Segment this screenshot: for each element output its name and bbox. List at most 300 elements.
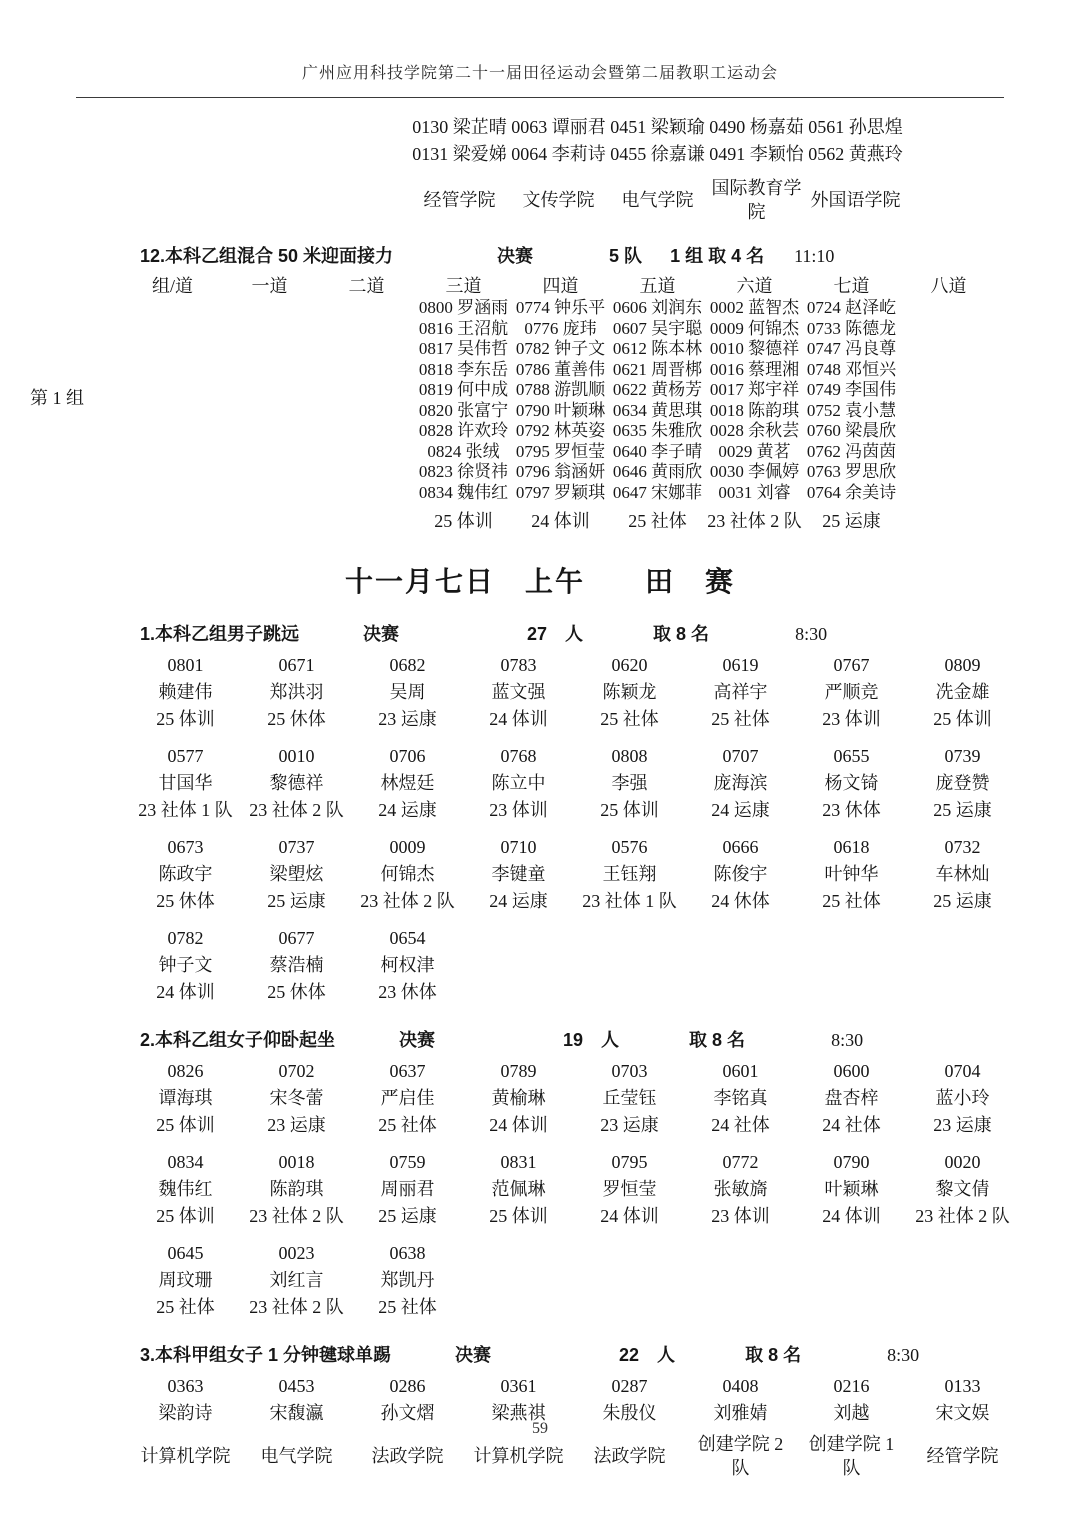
- athlete-name-cell: 宋文娱: [935, 1403, 990, 1423]
- athlete-name-cell: 蓝小玲: [935, 1088, 990, 1108]
- athlete-cell: 0818 李东岳: [418, 359, 509, 379]
- bib-number-cell: 0133: [944, 1376, 981, 1396]
- athlete-cell: 0760 梁晨欣: [806, 421, 897, 440]
- team-label: 23 休体: [822, 800, 881, 820]
- athlete-name-cell: 王钰翔: [602, 864, 657, 884]
- bib-number-cell: 0682: [389, 655, 426, 675]
- team-label: 经管学院: [926, 1446, 999, 1466]
- page-number: 59: [532, 1420, 548, 1437]
- relay-team-row: [124, 508, 1080, 534]
- team-label: 创建学院 2 队: [697, 1434, 784, 1478]
- relay-teams-count: 5 队: [609, 246, 643, 266]
- team-cell: [574, 706, 685, 733]
- bib-number-cell: 0361: [500, 1376, 537, 1396]
- team-cell: [130, 979, 241, 1006]
- bib-number-cell: 0638: [389, 1243, 426, 1263]
- athlete-cell: 0763 罗思欣: [806, 462, 897, 481]
- team-row: [130, 1294, 1080, 1321]
- athlete-name-cell: 黎德祥: [269, 773, 324, 793]
- athlete-name-cell: 郑洪羽: [269, 682, 324, 702]
- team-label: 24 体训: [489, 709, 548, 729]
- athlete-cell: 0790 叶颖琳: [515, 400, 606, 420]
- team-cell: [907, 797, 1018, 824]
- team-label: 23 运康: [933, 1115, 992, 1135]
- athlete-cell: [221, 339, 318, 360]
- carryover-rows: [0, 114, 1080, 228]
- athlete-cell: [900, 319, 997, 340]
- team-label: 25 社体: [822, 891, 881, 911]
- athlete-cell: [318, 339, 415, 360]
- athlete-name-cell: 梁燕祺: [491, 1403, 546, 1423]
- athlete-cell: [318, 401, 415, 422]
- athlete-cell: [318, 360, 415, 381]
- athlete-cell: 0490 杨嘉茹: [709, 117, 804, 137]
- team-label: 25 休体: [156, 891, 215, 911]
- events-list: [0, 622, 1080, 1485]
- athlete-name-cell: 梁韵诗: [158, 1403, 213, 1423]
- bib-number-cell: 0737: [278, 837, 315, 857]
- team-cell: [900, 508, 997, 534]
- bib-number-cell: 0408: [722, 1376, 759, 1396]
- bib-number-cell: [463, 1240, 574, 1267]
- event-header: [140, 1028, 1080, 1052]
- team-cell: [241, 1203, 352, 1230]
- athlete-cell: 0010 黎德祥: [709, 339, 800, 358]
- athlete-cell: 0018 陈韵琪: [709, 400, 800, 420]
- relay-athlete-row: [124, 339, 1080, 360]
- bib-number-cell: 0619: [722, 655, 759, 675]
- athlete-cell: 0774 钟乐平: [515, 298, 606, 317]
- team-label: 23 体训: [489, 800, 548, 820]
- athlete-name-cell: 赖建伟: [158, 682, 213, 702]
- athlete-cell: 0634 黄思琪: [612, 400, 703, 420]
- bib-number-cell: 0782: [167, 928, 204, 948]
- athlete-cell: [124, 462, 221, 483]
- team-label: 25 体训: [156, 709, 215, 729]
- team-label: 创建学院 1 队: [808, 1434, 895, 1478]
- lane-header-cell: 三道: [445, 276, 482, 296]
- athlete-name-cell: 严启佳: [380, 1088, 435, 1108]
- athlete-cell: 0776 庞玮: [524, 318, 597, 338]
- team-label: 25 体训: [156, 1115, 215, 1135]
- bib-number-cell: 0600: [833, 1061, 870, 1081]
- athlete-name-cell: 陈政宇: [158, 864, 213, 884]
- bib-number-cell: 0732: [944, 837, 981, 857]
- relay-event-title: 12.本科乙组混合 50 米迎面接力: [140, 246, 394, 266]
- bib-number-cell: 0620: [611, 655, 648, 675]
- event-section: [0, 1343, 1080, 1485]
- athlete-cell: 0064 李莉诗: [511, 144, 606, 164]
- athlete-cell: [900, 298, 997, 319]
- team-cell: [241, 1112, 352, 1139]
- athlete-name-cell: 张敏旖: [713, 1179, 768, 1199]
- athlete-name-cell: 李铭真: [713, 1088, 768, 1108]
- athlete-name-cell: [907, 1267, 1018, 1294]
- athlete-name-cell: 甘国华: [158, 773, 213, 793]
- bib-number-cell: 0577: [167, 746, 204, 766]
- team-cell: [907, 888, 1018, 915]
- team-row: [130, 979, 1080, 1006]
- athlete-name-cell: [685, 952, 796, 979]
- bib-number-cell: 0808: [611, 746, 648, 766]
- team-cell: [685, 1203, 796, 1230]
- athlete-cell: 0834 魏伟红: [418, 482, 509, 502]
- bib-number-cell: 0703: [611, 1061, 648, 1081]
- athlete-cell: [318, 462, 415, 483]
- team-label: 25 运康: [378, 1206, 437, 1226]
- relay-event-header: [140, 244, 1080, 268]
- athlete-name-cell: 黄榆琳: [491, 1088, 546, 1108]
- team-row: [130, 1112, 1080, 1139]
- athlete-cell: 0607 吴宇聪: [612, 318, 703, 338]
- team-cell: [124, 508, 221, 534]
- athlete-cell: [221, 462, 318, 483]
- athlete-name-cell: 李键童: [491, 864, 546, 884]
- athlete-name-cell: [574, 1267, 685, 1294]
- relay-athlete-row: [124, 483, 1080, 504]
- athlete-name-cell: 严顺竞: [824, 682, 879, 702]
- carryover-athlete-row: [410, 114, 1080, 141]
- athlete-cell: 0028 余秋芸: [709, 421, 800, 440]
- athlete-name-cell: [907, 952, 1018, 979]
- athlete-name-row: [130, 679, 1080, 706]
- athlete-name-cell: 罗恒莹: [602, 1179, 657, 1199]
- athlete-cell: 0797 罗颖琪: [515, 482, 606, 502]
- athlete-cell: 0621 周晋梆: [612, 359, 703, 379]
- team-cell: [907, 1294, 1018, 1321]
- team-cell: [130, 1112, 241, 1139]
- bib-number-cell: 0010: [278, 746, 315, 766]
- team-label: 24 运康: [378, 800, 437, 820]
- event-time: 8:30: [795, 624, 828, 644]
- relay-athlete-row: [124, 319, 1080, 340]
- bib-number-row: [130, 834, 1080, 861]
- athlete-name-cell: 范佩琳: [491, 1179, 546, 1199]
- team-cell: [574, 1203, 685, 1230]
- athlete-cell: [318, 380, 415, 401]
- athlete-cell: 0724 赵泽屹: [806, 298, 897, 317]
- bib-number-cell: 0759: [389, 1152, 426, 1172]
- bib-number-row: [130, 1058, 1080, 1085]
- athlete-name-row: [130, 861, 1080, 888]
- athlete-cell: [221, 298, 318, 319]
- team-label: 25 运康: [933, 800, 992, 820]
- team-label: 25 体训: [489, 1206, 548, 1226]
- team-cell: [352, 1203, 463, 1230]
- athlete-cell: [318, 442, 415, 463]
- team-cell: [463, 1294, 574, 1321]
- athlete-cell: [124, 319, 221, 340]
- team-label: 法政学院: [371, 1446, 444, 1466]
- athlete-name-row: [130, 1176, 1080, 1203]
- athlete-name-cell: 庞登赞: [935, 773, 990, 793]
- relay-athlete-row: [124, 442, 1080, 463]
- team-cell: [796, 706, 907, 733]
- athlete-cell: 0782 钟子文: [515, 339, 606, 358]
- team-label: 计算机学院: [140, 1446, 231, 1466]
- athlete-name-cell: 车林灿: [935, 864, 990, 884]
- athlete-name-cell: 周丽君: [380, 1179, 435, 1199]
- bib-number-cell: 0809: [944, 655, 981, 675]
- athlete-cell: [900, 360, 997, 381]
- team-label: 25 社体: [156, 1297, 215, 1317]
- bib-number-row: [130, 925, 1080, 952]
- athlete-cell: 0491 李颖怡: [709, 144, 804, 164]
- event-take: 取 8 名: [653, 624, 710, 644]
- athlete-cell: 0733 陈德龙: [806, 318, 897, 338]
- athlete-cell: 0002 蓝智杰: [709, 298, 800, 317]
- team-label: 25 体训: [933, 709, 992, 729]
- team-cell: [685, 979, 796, 1006]
- event-round: 决赛: [399, 1030, 436, 1050]
- athlete-cell: 0796 翁涵妍: [515, 462, 606, 481]
- bib-number-cell: 0789: [500, 1061, 537, 1081]
- team-label: 24 运康: [489, 891, 548, 911]
- bib-number-cell: 0706: [389, 746, 426, 766]
- team-label: 23 社体 2 队: [249, 800, 344, 820]
- bib-number-cell: 0654: [389, 928, 426, 948]
- lane-header-cell: 一道: [251, 276, 288, 296]
- bib-number-cell: 0666: [722, 837, 759, 857]
- athlete-cell: 0606 刘润东: [612, 298, 703, 317]
- team-label: 23 社体 1 队: [138, 800, 233, 820]
- athlete-name-cell: 吴周: [389, 682, 426, 702]
- bib-number-cell: 0576: [611, 837, 648, 857]
- athlete-name-row: [130, 952, 1080, 979]
- athlete-cell: 0748 邓恒兴: [806, 359, 897, 379]
- event-count: 22 人: [619, 1345, 676, 1365]
- relay-round: 决赛: [497, 246, 534, 266]
- team-cell: [685, 797, 796, 824]
- team-label: 23 体训: [822, 709, 881, 729]
- lane-header-cell: 五道: [639, 276, 676, 296]
- event-group: [0, 1240, 1080, 1321]
- team-label: 23 运康: [378, 709, 437, 729]
- lane-header-cell: 四道: [542, 276, 579, 296]
- event-take: 取 8 名: [745, 1345, 802, 1365]
- team-label: 计算机学院: [473, 1446, 564, 1466]
- athlete-cell: 0561 孙思煌: [808, 117, 903, 137]
- team-cell: [574, 797, 685, 824]
- athlete-name-cell: [574, 952, 685, 979]
- team-label: 25 休体: [267, 709, 326, 729]
- athlete-cell: 0635 朱雅欣: [612, 421, 703, 440]
- athlete-cell: 0816 王沼航: [418, 318, 509, 338]
- athlete-name-cell: 陈韵琪: [269, 1179, 324, 1199]
- bib-number-cell: 0671: [278, 655, 315, 675]
- athlete-cell: [221, 483, 318, 504]
- athlete-cell: 0749 李国伟: [806, 380, 897, 399]
- athlete-cell: [124, 442, 221, 463]
- relay-athlete-row: [124, 380, 1080, 401]
- athlete-cell: [221, 319, 318, 340]
- bib-number-cell: 0645: [167, 1243, 204, 1263]
- event-title: 2.本科乙组女子仰卧起坐: [140, 1030, 336, 1050]
- athlete-name-cell: 刘红言: [269, 1270, 324, 1290]
- relay-body: [0, 298, 1080, 534]
- athlete-cell: 0451 梁颖瑜: [610, 117, 705, 137]
- athlete-name-cell: [796, 1267, 907, 1294]
- athlete-name-cell: 宋冬蕾: [269, 1088, 324, 1108]
- athlete-name-cell: 冼金雄: [935, 682, 990, 702]
- athlete-cell: 0823 徐贤祎: [418, 462, 509, 481]
- team-cell: [907, 979, 1018, 1006]
- team-cell: [685, 706, 796, 733]
- event-header: [140, 622, 1080, 646]
- team-cell: [796, 797, 907, 824]
- lane-header-cell: 六道: [736, 276, 773, 296]
- team-cell: [352, 1294, 463, 1321]
- team-label: 24 社体: [711, 1115, 770, 1135]
- bib-number-cell: 0023: [278, 1243, 315, 1263]
- team-cell: [574, 1294, 685, 1321]
- carryover-athlete-row: [410, 141, 1080, 168]
- team-cell: [796, 979, 907, 1006]
- event-group: [0, 925, 1080, 1006]
- team-cell: [463, 1203, 574, 1230]
- athlete-name-cell: [463, 1267, 574, 1294]
- athlete-name-cell: 陈立中: [491, 773, 546, 793]
- event-round: 决赛: [455, 1345, 492, 1365]
- bib-number-cell: 0790: [833, 1152, 870, 1172]
- team-label: 24 体训: [822, 1206, 881, 1226]
- team-cell: [241, 979, 352, 1006]
- bib-number-cell: [796, 1240, 907, 1267]
- team-cell: [241, 888, 352, 915]
- team-cell: 25 体训: [434, 511, 493, 531]
- athlete-name-cell: 周玟珊: [158, 1270, 213, 1290]
- athlete-name-cell: 魏伟红: [158, 1179, 213, 1199]
- team-cell: 25 运康: [822, 511, 881, 531]
- team-cell: [463, 797, 574, 824]
- relay-lane-headers: [124, 274, 1080, 298]
- athlete-name-cell: 朱殷仪: [602, 1403, 657, 1423]
- relay-athlete-row: [124, 401, 1080, 422]
- team-label: 24 体训: [156, 982, 215, 1002]
- athlete-cell: 0752 袁小慧: [806, 400, 897, 420]
- bib-number-cell: 0739: [944, 746, 981, 766]
- team-label: 24 体训: [600, 1206, 659, 1226]
- team-cell: [796, 1203, 907, 1230]
- team-label: 25 社体: [378, 1115, 437, 1135]
- bib-number-cell: [907, 925, 1018, 952]
- bib-number-cell: 0767: [833, 655, 870, 675]
- team-cell: 经管学院: [423, 190, 496, 210]
- bib-number-cell: 0655: [833, 746, 870, 766]
- athlete-cell: 0063 谭丽君: [511, 117, 606, 137]
- event-group: [0, 1058, 1080, 1139]
- team-label: 23 体训: [711, 1206, 770, 1226]
- athlete-cell: [124, 421, 221, 442]
- team-cell: 文传学院: [522, 190, 595, 210]
- event-count: 19 人: [563, 1030, 620, 1050]
- team-cell: 外国语学院: [810, 190, 901, 210]
- team-label: 24 社体: [822, 1115, 881, 1135]
- team-label: 23 运康: [600, 1115, 659, 1135]
- header-rule: [76, 97, 1004, 98]
- athlete-cell: 0824 张绒: [427, 441, 500, 461]
- team-cell: [463, 888, 574, 915]
- athlete-name-cell: 郑凯丹: [380, 1270, 435, 1290]
- lane-header-cell: 八道: [930, 276, 967, 296]
- bib-number-cell: 0363: [167, 1376, 204, 1396]
- team-label: 23 休体: [378, 982, 437, 1002]
- athlete-cell: [900, 401, 997, 422]
- athlete-cell: 0030 李佩婷: [709, 462, 800, 481]
- team-label: 24 运康: [711, 800, 770, 820]
- bib-number-cell: 0783: [500, 655, 537, 675]
- bib-number-cell: 0772: [722, 1152, 759, 1172]
- team-label: 25 运康: [933, 891, 992, 911]
- relay-athlete-row: [124, 360, 1080, 381]
- carryover-team-row: [410, 172, 1080, 228]
- athlete-cell: [318, 483, 415, 504]
- event-header: [140, 1343, 1080, 1367]
- bib-number-cell: [796, 925, 907, 952]
- athlete-cell: 0646 黄雨欣: [612, 462, 703, 481]
- team-cell: [907, 1203, 1018, 1230]
- bib-number-cell: 0677: [278, 928, 315, 948]
- relay-time: 11:10: [794, 246, 835, 266]
- bib-number-cell: [907, 1240, 1018, 1267]
- athlete-name-row: [130, 770, 1080, 797]
- event-time: 8:30: [831, 1030, 864, 1050]
- athlete-name-cell: 刘雅婧: [713, 1403, 768, 1423]
- athlete-cell: [221, 401, 318, 422]
- bib-number-cell: 0795: [611, 1152, 648, 1172]
- team-label: 25 社体: [378, 1297, 437, 1317]
- team-cell: [796, 1294, 907, 1321]
- team-cell: [130, 888, 241, 915]
- bib-number-cell: 0826: [167, 1061, 204, 1081]
- team-cell: [685, 1112, 796, 1139]
- athlete-name-cell: 孙文熠: [380, 1403, 435, 1423]
- bib-number-cell: 0704: [944, 1061, 981, 1081]
- team-cell: [241, 797, 352, 824]
- team-cell: [221, 508, 318, 534]
- team-cell: 25 社体: [628, 511, 687, 531]
- relay-event-section: [0, 244, 1080, 534]
- day-session-title: 十一月七日 上午 田 赛: [344, 566, 735, 597]
- athlete-name-cell: 杨文锜: [824, 773, 879, 793]
- lane-header-cell: 组/道: [151, 276, 193, 296]
- athlete-cell: [900, 462, 997, 483]
- athlete-cell: [124, 339, 221, 360]
- team-label: 25 体训: [600, 800, 659, 820]
- team-label: 23 社体 2 队: [915, 1206, 1010, 1226]
- bib-number-cell: 0637: [389, 1061, 426, 1081]
- event-section: [0, 1028, 1080, 1321]
- team-cell: [907, 1112, 1018, 1139]
- event-group: [0, 834, 1080, 915]
- team-row: [130, 706, 1080, 733]
- athlete-name-cell: 陈颖龙: [602, 682, 657, 702]
- athlete-cell: [124, 401, 221, 422]
- team-cell: 24 体训: [531, 511, 590, 531]
- athlete-cell: [900, 442, 997, 463]
- athlete-name-cell: 盘杏梓: [824, 1088, 879, 1108]
- bib-number-cell: 0618: [833, 837, 870, 857]
- team-label: 法政学院: [593, 1446, 666, 1466]
- team-cell: 电气学院: [621, 190, 694, 210]
- athlete-cell: 0130 梁芷晴: [412, 117, 507, 137]
- bib-number-cell: 0768: [500, 746, 537, 766]
- team-cell: [907, 706, 1018, 733]
- athlete-name-cell: 宋馥瀛: [269, 1403, 324, 1423]
- team-cell: 23 社体 2 队: [707, 511, 802, 531]
- team-label: 23 社体 2 队: [249, 1206, 344, 1226]
- bib-number-row: [130, 1240, 1080, 1267]
